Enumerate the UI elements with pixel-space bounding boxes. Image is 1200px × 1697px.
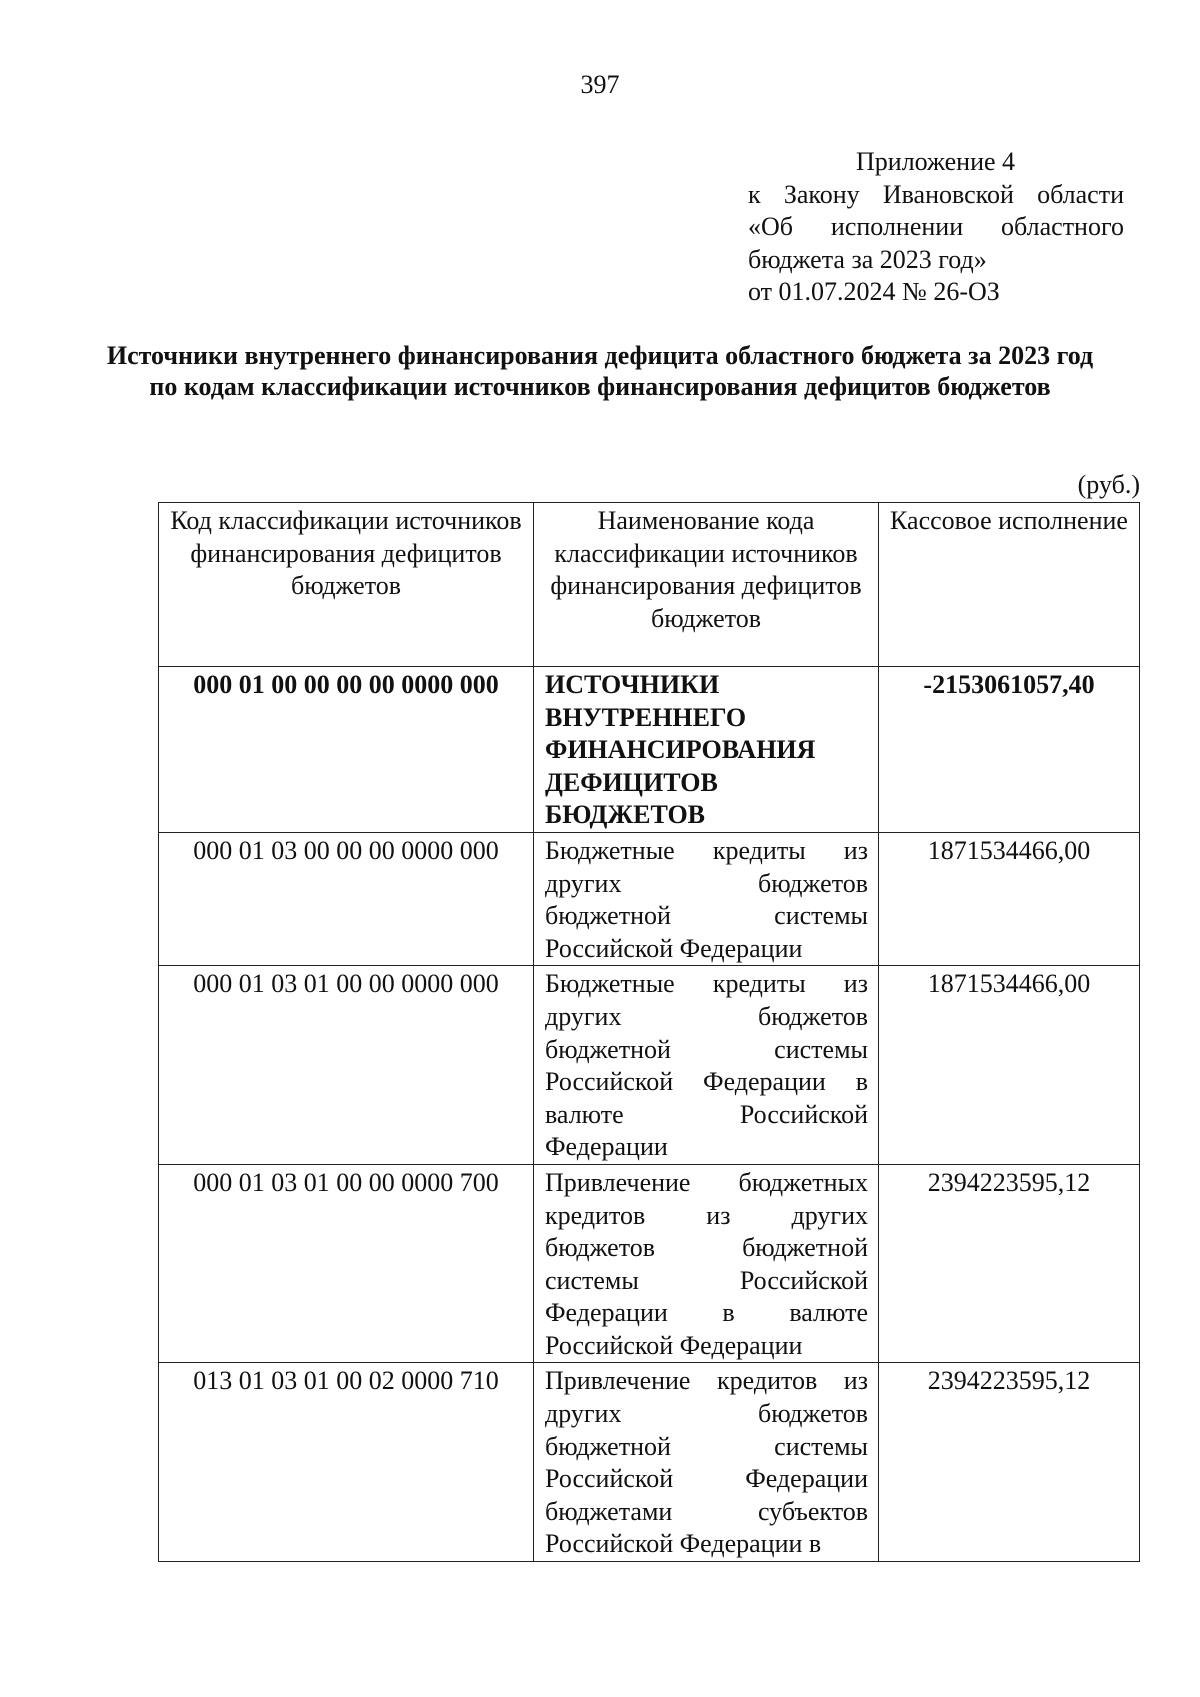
amount-text: 2394223595,12 <box>927 1167 1091 1197</box>
amount-cell <box>879 1363 1140 1562</box>
name-cell <box>534 966 879 1165</box>
units-label: (руб.) <box>1077 470 1140 499</box>
code-text: 000 01 03 00 00 00 0000 000 <box>193 835 499 865</box>
code-cell <box>159 966 534 1165</box>
code-cell <box>159 667 534 833</box>
amount-text: 1871534466,00 <box>927 835 1091 865</box>
name-cell <box>534 1164 879 1363</box>
column-header-name <box>534 503 879 667</box>
name-cell <box>534 1363 879 1562</box>
code-text: 000 01 00 00 00 00 0000 000 <box>193 670 499 699</box>
name-text: Привлечение кредитов из других бюджетов бюджетной системы Российской Федерации бюджетами субъектов Российской Федерации в <box>545 1366 868 1559</box>
code-cell <box>159 832 534 965</box>
name-text: Бюджетные кредиты из других бюджетов бюджетной системы Российской Федерации <box>545 835 868 963</box>
table-row <box>159 1164 1140 1363</box>
amount-cell <box>879 966 1140 1165</box>
appendix-line: от 01.07.2024 № 26-ОЗ <box>748 277 1000 306</box>
amount-text: -2153061057,40 <box>923 670 1095 699</box>
page-number: 397 <box>580 70 620 99</box>
amount-cell <box>879 832 1140 965</box>
appendix-line: Приложение 4 <box>856 147 1016 176</box>
table-row <box>159 966 1140 1165</box>
table-header-row <box>159 503 1140 667</box>
appendix-line: к Закону Ивановской области <box>748 179 1124 209</box>
table-row <box>159 832 1140 965</box>
name-cell <box>534 832 879 965</box>
appendix-block <box>748 146 1124 309</box>
code-text: 000 01 03 01 00 00 0000 000 <box>193 969 499 999</box>
table-row <box>159 667 1140 833</box>
column-header-code-text: Код классификации источников финансирования дефицитов бюджетов <box>170 506 522 601</box>
code-cell <box>159 1164 534 1363</box>
column-header-amount <box>879 503 1140 667</box>
amount-cell <box>879 1164 1140 1363</box>
column-header-amount-text: Кассовое исполнение <box>890 506 1128 535</box>
appendix-line: бюджета за 2023 год» <box>748 244 987 274</box>
name-text: ИСТОЧНИКИ ВНУТРЕННЕГО ФИНАНСИРОВАНИЯ ДЕФИЦИТОВ БЮДЖЕТОВ <box>545 670 816 830</box>
appendix-line: «Об исполнении областного <box>748 212 1124 241</box>
column-header-name-text: Наименование кода классификации источников финансирования дефицитов бюджетов <box>550 506 862 633</box>
name-text: Привлечение бюджетных кредитов из других бюджетов бюджетной системы Российской Федерации в валюте Российской Федерации <box>545 1167 868 1360</box>
column-header-code <box>159 503 534 667</box>
name-cell <box>534 667 879 833</box>
code-text: 000 01 03 01 00 00 0000 700 <box>193 1167 499 1197</box>
code-text: 013 01 03 01 00 02 0000 710 <box>193 1366 499 1396</box>
amount-text: 1871534466,00 <box>927 969 1091 999</box>
amount-text: 2394223595,12 <box>927 1366 1091 1396</box>
document-title: Источники внутреннего финансирования дефицита областного бюджета за 2023 год по кодам классификации источников финансирования дефицитов бюджетов <box>106 341 1094 401</box>
amount-cell <box>879 667 1140 833</box>
name-text: Бюджетные кредиты из других бюджетов бюджетной системы Российской Федерации в валюте Российской Федерации <box>545 969 868 1162</box>
table-row <box>159 1363 1140 1562</box>
code-cell <box>159 1363 534 1562</box>
sources-table <box>158 502 1140 1562</box>
